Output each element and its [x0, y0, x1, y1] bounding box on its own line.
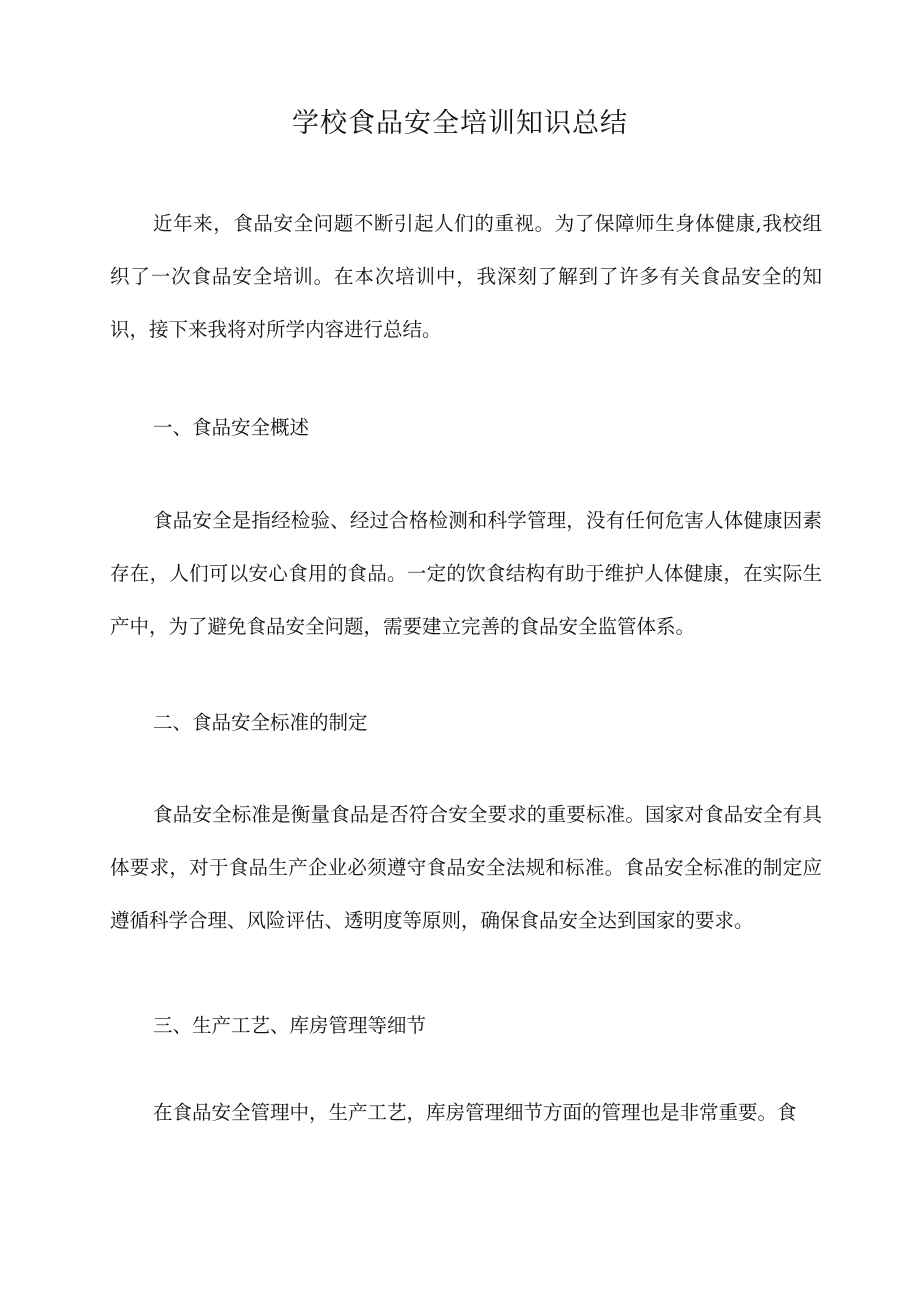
section-3-heading: 三、生产工艺、库房管理等细节: [153, 1014, 427, 1037]
section-2-paragraph: 食品安全标准是衡量食品是否符合安全要求的重要标准。国家对食品安全有具体要求，对于食品生产企业必须遵守食品安全法规和标准。食品安全标准的制定应遵循科学合理、风险评估、透明度等原则，确保食品安全达到国家的要求。: [110, 803, 822, 932]
section-3-paragraph: 在食品安全管理中，生产工艺，库房管理细节方面的管理也是非常重要。食: [153, 1101, 797, 1124]
section-1-heading: 一、食品安全概述: [153, 416, 310, 439]
section-1-paragraph: 食品安全是指经检验、经过合格检测和科学管理，没有任何危害人体健康因素存在，人们可以安心食用的食品。一定的饮食结构有助于维护人体健康，在实际生产中，为了避免食品安全问题，需要建立完善的食品安全监管体系。: [110, 509, 822, 638]
intro-paragraph: 近年来，食品安全问题不断引起人们的重视。为了保障师生身体健康,我校组织了一次食品安全培训。在本次培训中，我深刻了解到了许多有关食品安全的知识，接下来我将对所学内容进行总结。: [110, 212, 822, 341]
section-2-heading: 二、食品安全标准的制定: [153, 711, 368, 734]
document-title: 学校食品安全培训知识总结: [292, 108, 628, 139]
